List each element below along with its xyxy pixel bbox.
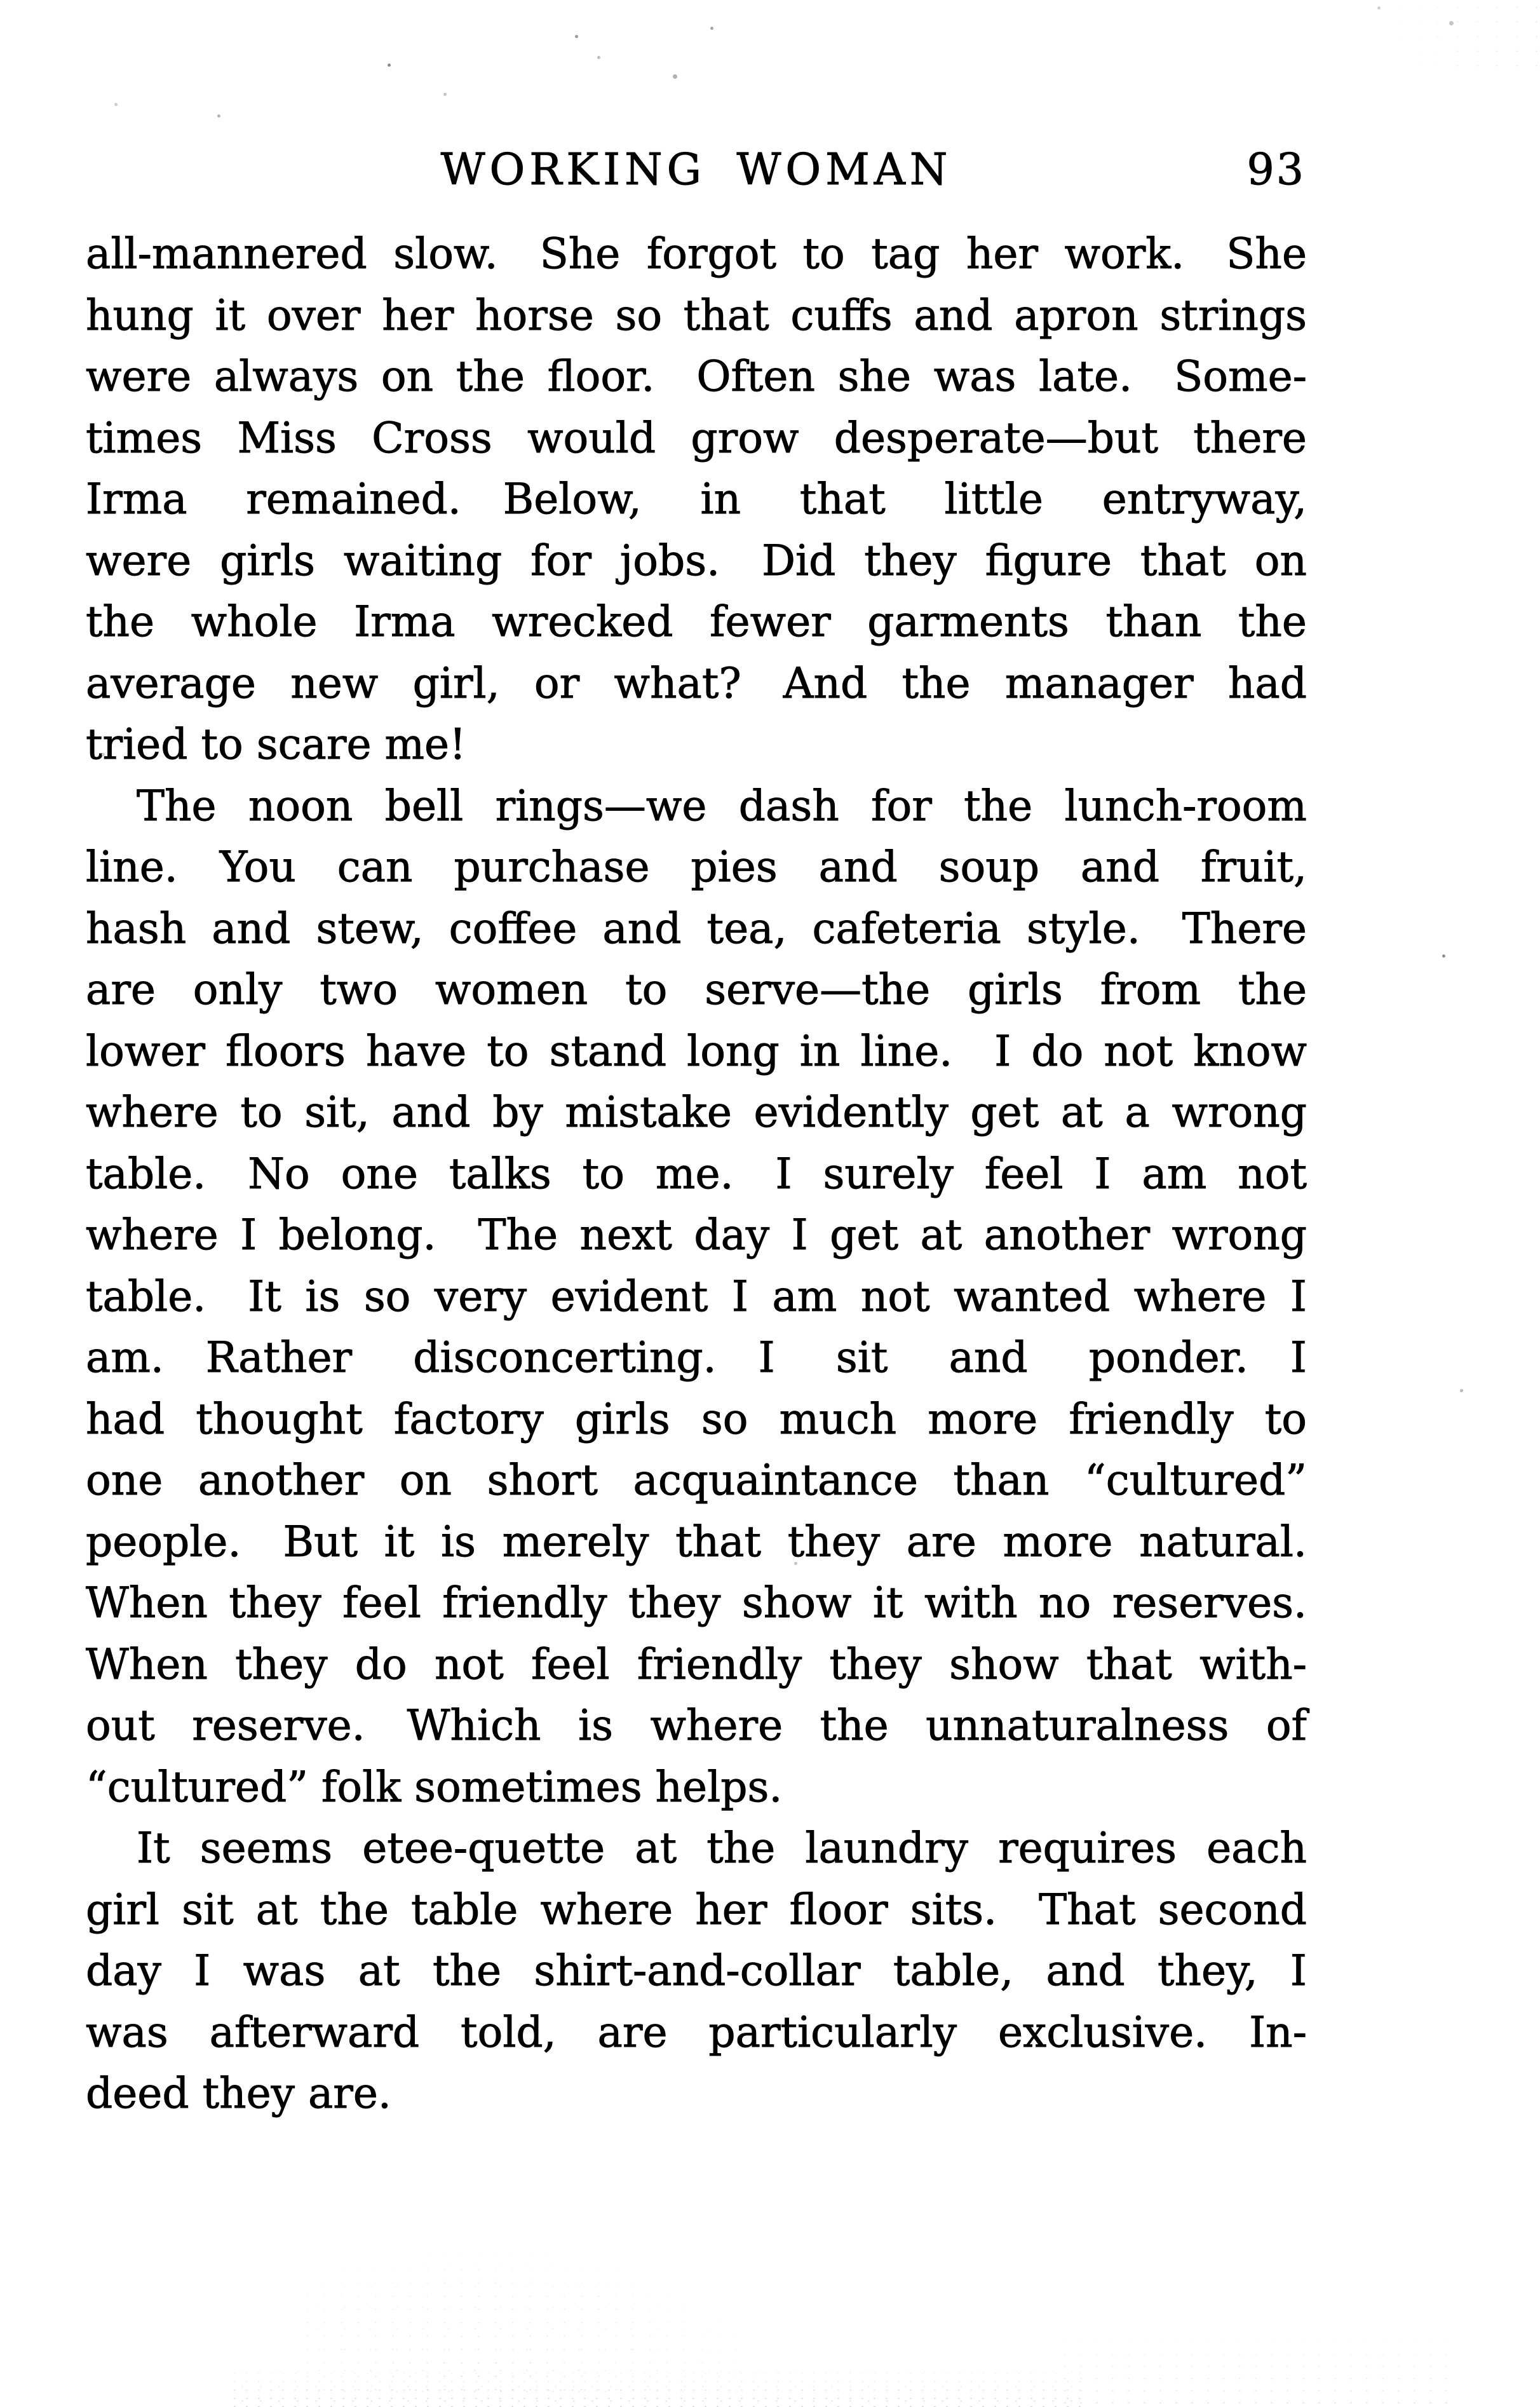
text-line: were girls waiting for jobs. Did they figure that on (86, 536, 1307, 585)
text-line: average new girl, or what? And the manager had (86, 658, 1307, 708)
text-line: were always on the floor. Often she was late. Some- (86, 352, 1307, 401)
page-number: 93 (1246, 145, 1306, 195)
text-line: where I belong. The next day I get at another wrong (86, 1210, 1307, 1259)
text-line: deed they are. (86, 2069, 391, 2118)
scan-noise-top-right (1349, 0, 1540, 70)
text-line: all-mannered slow. She forgot to tag her work. She (86, 229, 1307, 278)
body-text-block (86, 224, 1307, 2125)
text-line: “cultured” folk sometimes helps. (86, 1762, 783, 1812)
text-line: hung it over her horse so that cuffs and apron strings (86, 290, 1307, 340)
text-line: are only two women to serve—the girls from the (86, 965, 1307, 1014)
scan-noise-bottom-right (1057, 2324, 1451, 2407)
page-title: WORKING WOMAN (440, 145, 952, 195)
text-line: am. Rather disconcerting. I sit and ponder. I (86, 1333, 1307, 1382)
scan-noise-bottom-edge (229, 2361, 1086, 2407)
text-line: girl sit at the table where her floor sits. That second (86, 1885, 1307, 1934)
text-line: line. You can purchase pies and soup and fruit, (86, 843, 1307, 892)
text-line: table. No one talks to me. I surely feel I am not (86, 1149, 1307, 1198)
text-line: tried to scare me! (86, 720, 466, 769)
text-line: When they do not feel friendly they show that with- (86, 1639, 1307, 1689)
text-line: When they feel friendly they show it with no reserves. (86, 1578, 1307, 1627)
text-line: Irma remained. Below, in that little entryway, (86, 475, 1307, 524)
text-line: where to sit, and by mistake evidently get at a wrong (86, 1088, 1307, 1137)
text-line: had thought factory girls so much more friendly to (86, 1394, 1307, 1444)
text-line: hash and stew, coffee and tea, cafeteria style. There (86, 904, 1307, 953)
text-line: It seems etee-quette at the laundry requires each (137, 1824, 1307, 1873)
text-line: out reserve. Which is where the unnaturalness of (86, 1701, 1307, 1750)
text-line: lower floors have to stand long in line. I do not know (86, 1026, 1307, 1076)
text-line: The noon bell rings—we dash for the lunch-room (137, 781, 1307, 831)
scan-speckles (388, 64, 391, 67)
text-line: one another on short acquaintance than “cultured” (86, 1456, 1307, 1505)
text-line: people. But it is merely that they are more natural. (86, 1517, 1307, 1566)
text-line: day I was at the shirt-and-collar table, and they, I (86, 1946, 1307, 1995)
text-line: was afterward told, are particularly exclusive. In- (86, 2007, 1307, 2057)
text-line: the whole Irma wrecked fewer garments than the (86, 597, 1307, 646)
text-line: table. It is so very evident I am not wanted where I (86, 1271, 1307, 1321)
running-header (86, 145, 1307, 196)
text-line: times Miss Cross would grow desperate—but there (86, 413, 1307, 463)
